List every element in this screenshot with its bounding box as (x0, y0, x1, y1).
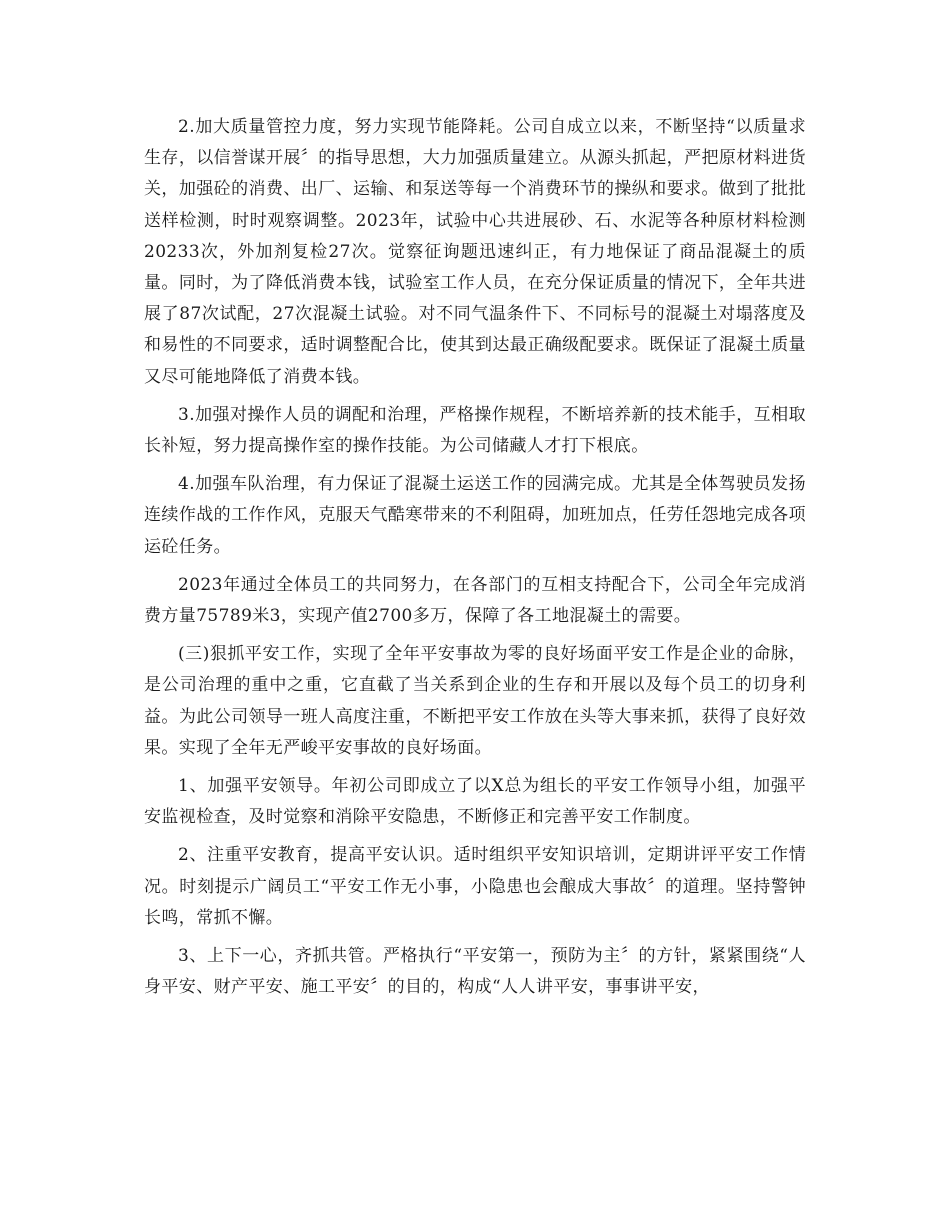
paragraph-safety-work: (三)狠抓平安工作，实现了全年平安事故为零的良好场面平安工作是企业的命脉，是公司治理的重中之重，它直截了当关系到企业的生存和开展以及每个员工的切身利益。为此公司领导一班人高度注重，不断把平安工作放在头等大事来抓，获得了良好效果。实现了全年无严峻平安事故的良好场面。 (144, 644, 806, 758)
paragraph-operator-management: 3.加强对操作人员的调配和治理，严格操作规程，不断培养新的技术能手，互相取长补短，努力提高操作室的操作技能。为公司储藏人才打下根底。 (144, 404, 806, 457)
paragraph-joint-management: 3、上下一心，齐抓共管。严格执行“平安第一，预防为主〞的方针，紧紧围绕“人身平安、财产平安、施工平安〞的目的，构成“人人讲平安，事事讲平安， (144, 946, 806, 998)
paragraph-annual-output: 2023年通过全体员工的共同努力，在各部门的互相支持配合下，公司全年完成消费方量75789米3，实现产值2700多万，保障了各工地混凝土的需要。 (144, 574, 806, 627)
paragraph-safety-education: 2、注重平安教育，提高平安认识。适时组织平安知识培训，定期讲评平安工作情况。时刻提示广阔员工“平安工作无小事，小隐患也会酿成大事故〞的道理。坚持警钟长鸣，常抓不懈。 (144, 845, 806, 928)
document-body (144, 112, 806, 1010)
paragraph-fleet-management: 4.加强车队治理，有力保证了混凝土运送工作的园满完成。尤其是全体驾驶员发扬连续作战的工作作风，克服天气酷寒带来的不利阻碍，加班加点，任劳任怨地完成各项运砼任务。 (144, 474, 806, 557)
paragraph-quality-control: 2.加大质量管控力度，努力实现节能降耗。公司自成立以来，不断坚持“以质量求生存，以信誉谋开展〞的指导思想，大力加强质量建立。从源头抓起，严把原材料进货关，加强砼的消费、出厂、运输、和泵送等每一个消费环节的操纵和要求。做到了批批送样检测，时时观察调整。2023年，试验中心共进展砂、石、水泥等各种原材料检测20233次，外加剂复检27次。觉察征询题迅速纠正，有力地保证了商品混凝土的质量。同时，为了降低消费本钱，试验室工作人员，在充分保证质量的情况下，全年共进展了87次试配，27次混凝土试验。对不同气温条件下、不同标号的混凝土对塌落度及和易性的不同要求，适时调整配合比，使其到达最正确级配要求。既保证了混凝土质量又尽可能地降低了消费本钱。 (144, 117, 806, 387)
paragraph-safety-leadership: 1、加强平安领导。年初公司即成立了以X总为组长的平安工作领导小组，加强平安监视检查，及时觉察和消除平安隐患，不断修正和完善平安工作制度。 (144, 776, 806, 828)
